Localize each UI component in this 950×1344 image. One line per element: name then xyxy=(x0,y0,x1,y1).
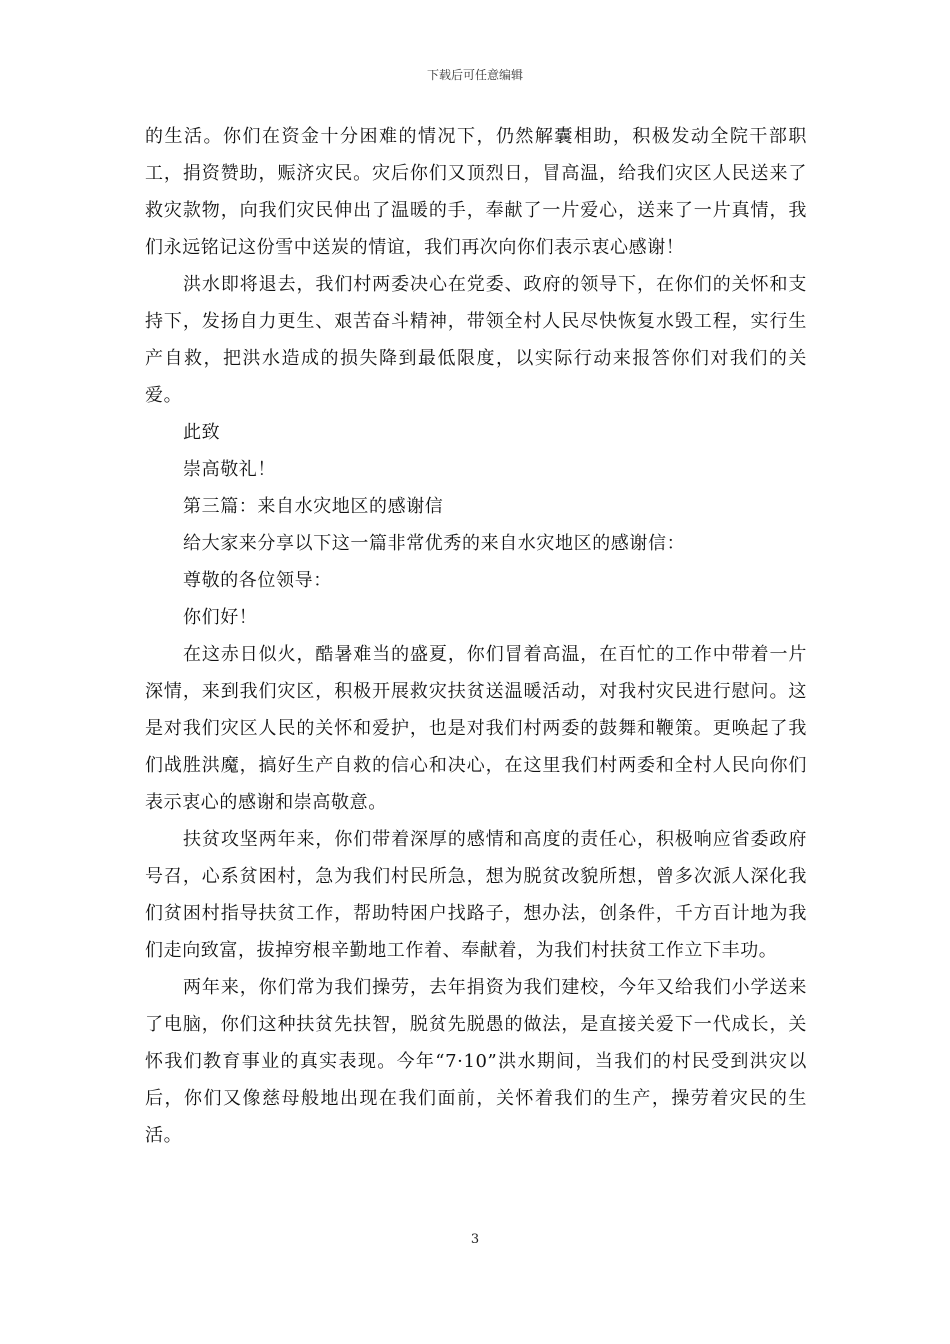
page-number: 3 xyxy=(470,1232,480,1247)
paragraph-salutation-closing: 此致 xyxy=(183,422,221,443)
paragraph: 洪水即将退去，我们村两委决心在党委、政府的领导下，在你们的关怀和支持下，发扬自力更生、艰苦奋斗精神，带领全村人民尽快恢复水毁工程，实行生产自救，把洪水造成的损失降到最低限度，以实际行动来报答你们对我们的关爱。 xyxy=(145,274,807,406)
paragraph: 在这赤日似火，酷暑难当的盛夏，你们冒着高温，在百忙的工作中带着一片深情，来到我们灾区，积极开展救灾扶贫送温暖活动，对我村灾民进行慰问。这是对我们灾区人民的关怀和爱护，也是对我们村两委的鼓舞和鞭策。更唤起了我们战胜洪魔，搞好生产自救的信心和决心，在这里我们村两委和全村人民向你们表示衷心的感谢和崇高敬意。 xyxy=(145,644,807,813)
page-header-note: 下载后可任意编辑 xyxy=(426,68,523,82)
paragraph: 扶贫攻坚两年来，你们带着深厚的感情和高度的责任心，积极响应省委政府号召，心系贫困村，急为我们村民所急，想为脱贫改貌所想，曾多次派人深化我们贫困村指导扶贫工作，帮助特困户找路子，想办法，创条件，千方百计地为我们走向致富，拔掉穷根辛勤地工作着、奉献着，为我们村扶贫工作立下丰功。 xyxy=(145,829,807,961)
document-body xyxy=(145,118,807,1154)
paragraph: 两年来，你们常为我们操劳，去年捐资为我们建校，今年又给我们小学送来了电脑，你们这种扶贫先扶智，脱贫先脱愚的做法，是直接关爱下一代成长，关怀我们教育事业的真实表现。今年“7·10”洪水期间，当我们的村民受到洪灾以后，你们又像慈母般地出现在我们面前，关怀着我们的生产，操劳着灾民的生活。 xyxy=(145,977,807,1146)
paragraph-greeting-addressee: 尊敬的各位领导： xyxy=(183,570,332,591)
paragraph-intro: 给大家来分享以下这一篇非常优秀的来自水灾地区的感谢信： xyxy=(183,533,686,554)
paragraph: 的生活。你们在资金十分困难的情况下，仍然解囊相助，积极发动全院干部职工，捐资赞助，赈济灾民。灾后你们又顶烈日，冒高温，给我们灾区人民送来了救灾款物，向我们灾民伸出了温暖的手，奉献了一片爱心，送来了一片真情，我们永远铭记这份雪中送炭的情谊，我们再次向你们表示衷心感谢！ xyxy=(145,126,807,258)
section-title: 第三篇：来自水灾地区的感谢信 xyxy=(183,496,444,517)
paragraph-regards: 崇高敬礼！ xyxy=(183,459,276,480)
paragraph-greeting: 你们好！ xyxy=(183,607,258,628)
